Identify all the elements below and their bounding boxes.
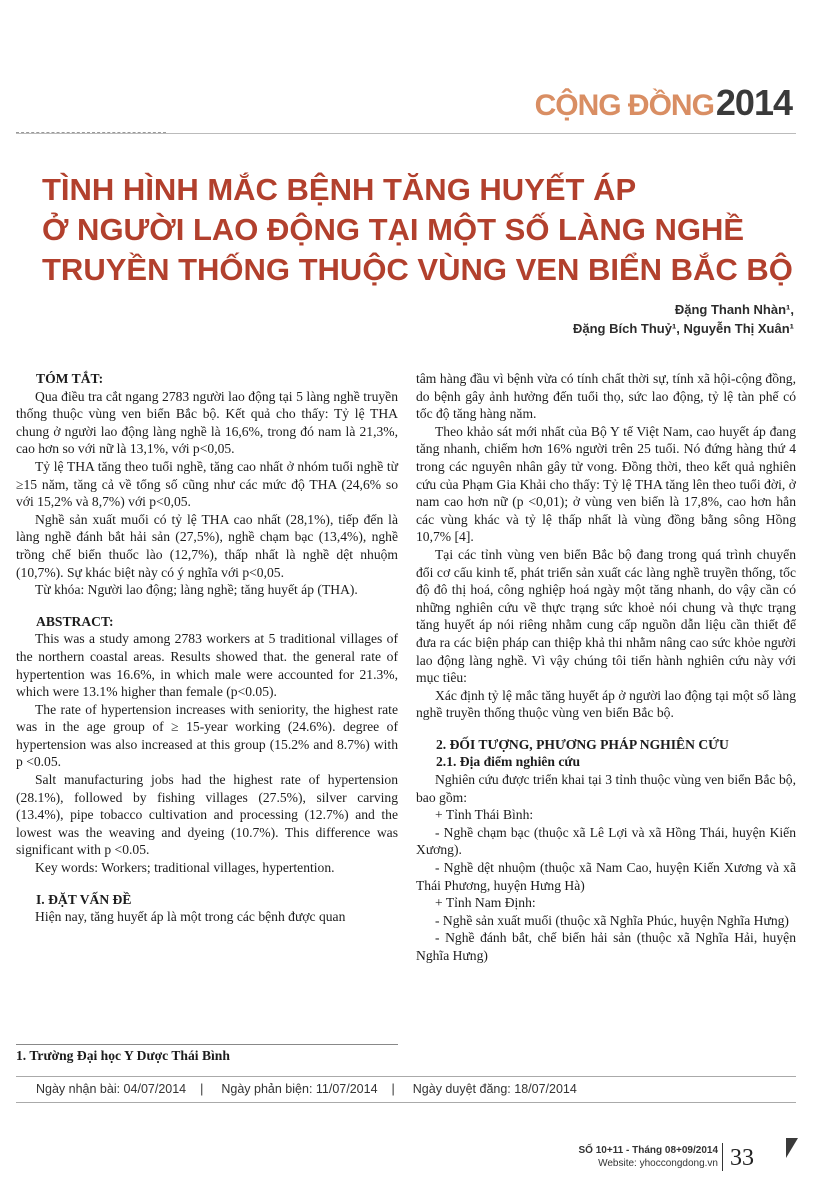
keywords-vi: Từ khóa: Người lao động; làng nghề; tăng huyết áp (THA). <box>35 582 358 598</box>
abstract-para-3: Salt manufacturing jobs had the highest rate of hypertension (28.1%), followed by fishing villages (27.5%), silver carving (13.4%), pipe tobacco cultivation and processing (12.7%) and the lowest was the weaving and dyeing (10.7%). This difference was significant with p <0.05. <box>16 772 398 858</box>
brand-year: 2014 <box>715 82 792 123</box>
dates-separator-1: | <box>200 1082 204 1096</box>
author-line-2: Đặng Bích Thuỷ¹, Nguyễn Thị Xuân¹ <box>573 321 794 336</box>
right-column <box>416 370 796 965</box>
dates-separator-2: | <box>391 1082 395 1096</box>
title-line-2: Ở NGƯỜI LAO ĐỘNG TẠI MỘT SỐ LÀNG NGHỀ <box>42 212 745 247</box>
location-item-2: - Nghề dệt nhuộm (thuộc xã Nam Cao, huyện Kiến Xương và xã Thái Phương, huyện Hưng Hà) <box>416 860 796 893</box>
intro-para-2: Theo khảo sát mới nhất của Bộ Y tế Việt Nam, cao huyết áp đang tăng nhanh, chiếm hơn 16% người trên 25 tuổi. Nó đứng hàng thứ 4 trong các nguyên nhân gây tử vong. Đồng thời, theo kết quả nghiên cứu của Phạm Gia Khải cho thấy: Tỷ lệ THA tăng lên theo tuổi đời, ở nam cao hơn nữ (p <0,01); ở vùng ven biển là 17,8%, cao hơn hẳn các vùng khác và tỷ lệ thấp nhất là vùng đồng bằng sông Hồng 10,7% [4]. <box>416 423 796 545</box>
abstract-heading: ABSTRACT: <box>36 613 114 629</box>
affiliation-footnote: 1. Trường Đại học Y Dược Thái Bình <box>16 1048 230 1063</box>
title-line-1: TÌNH HÌNH MẮC BỆNH TĂNG HUYẾT ÁP <box>42 172 637 207</box>
issue-number: SỐ 10+11 - Tháng 08+09/2014 <box>578 1145 718 1156</box>
brand-word: CỘNG ĐỒNG <box>534 89 714 122</box>
review-date: Ngày phản biện: 11/07/2014 <box>221 1082 378 1096</box>
location-item-1: - Nghề chạm bạc (thuộc xã Lê Lợi và xã Hồng Thái, huyện Kiến Xương). <box>416 824 796 858</box>
footnote-rule <box>16 1044 398 1045</box>
section-1-heading: I. ĐẶT VẤN ĐỀ <box>36 891 132 907</box>
author-line-1: Đặng Thanh Nhàn¹, <box>674 302 794 317</box>
location-province-1: + Tỉnh Thái Bình: <box>435 807 534 823</box>
journal-brand <box>535 82 792 124</box>
summary-heading: TÓM TẮT: <box>36 371 104 386</box>
received-date: Ngày nhận bài: 04/07/2014 <box>36 1082 187 1096</box>
left-column <box>16 370 398 926</box>
location-province-2: + Tỉnh Nam Định: <box>435 895 536 911</box>
summary-para-3: Nghề sản xuất muối có tỷ lệ THA cao nhất (28,1%), tiếp đến là làng nghề đánh bắt hải sản (27,5%), nghề chạm bạc (13,4%), nghề trồng chế biến thuốc lào (12,7%), thấp nhất là nghề dệt nhuộm (10,7%). Sự khác biệt này có ý nghĩa với p<0,05. <box>16 511 398 580</box>
location-item-3: - Nghề sản xuất muối (thuộc xã Nghĩa Phúc, huyện Nghĩa Hưng) <box>435 912 789 928</box>
intro-para-3: Tại các tỉnh vùng ven biển Bắc bộ đang trong quá trình chuyển đổi cơ cấu kinh tế, phát triển sản xuất các làng nghề truyền thống, tốc độ đô thị hoá, công nghiệp hoá ngày một tăng nhanh, do vậy cần có những nghiên cứu về thực trạng sức khoẻ nói chung và thực trạng tăng huyết áp nói riêng nhằm cung cấp nguồn dẫn liệu cần thiết để đưa ra các biện pháp can thiệp khả thi nhằm nâng cao sức khỏe người lao động làng nghề. Vì vậy chúng tôi tiến hành nghiên cứu này với mục tiêu: <box>416 546 796 686</box>
section-2-1-heading: 2.1. Địa điểm nghiên cứu <box>436 754 581 770</box>
dates-rule-top <box>16 1076 796 1077</box>
abstract-para-1: This was a study among 2783 workers at 5 traditional villages of the northern coastal areas. Results showed that. the general rate of hypertention was 16.6%, in which male were accounted for 21.3%, which were 13.1% higher than female (p<0.05). <box>16 631 398 700</box>
issue-info <box>578 1144 718 1170</box>
keywords-en: Key words: Workers; traditional villages, hypertention. <box>35 860 335 876</box>
abstract-para-2: The rate of hypertension increases with seniority, the highest rate was in the age group of ≥ 15-year working (24.6%). degree of hypertension was also increased at this group (15.2% and 8.7%) with p <0.05. <box>16 701 398 770</box>
header-rule <box>16 133 796 134</box>
section-1-para: Hiện nay, tăng huyết áp là một trong các bệnh được quan <box>35 909 346 925</box>
dates-rule-bottom <box>16 1102 796 1103</box>
title-line-3: TRUYỀN THỐNG THUỘC VÙNG VEN BIỂN BẮC BỘ <box>42 252 793 287</box>
summary-para-2: Tỷ lệ THA tăng theo tuổi nghề, tăng cao nhất ở nhóm tuổi nghề từ ≥15 năm, tăng cả về tổng số cũng như các mức độ THA (24,6% so với 15,2% và 8,7%) với p<0,05. <box>16 458 398 510</box>
location-item-4: - Nghề đánh bắt, chế biến hải sản (thuộc xã Nghĩa Hải, huyện Nghĩa Hưng) <box>416 930 796 963</box>
website: Website: yhoccongdong.vn <box>598 1158 718 1169</box>
page-number: 33 <box>730 1145 754 1171</box>
objective-para: Xác định tỷ lệ mắc tăng huyết áp ở người lao động tại một số làng nghề truyền thống thuộc vùng ven biển Bắc bộ. <box>416 687 796 721</box>
section-2-heading: 2. ĐỐI TƯỢNG, PHƯƠNG PHÁP NGHIÊN CỨU <box>436 736 729 752</box>
article-title <box>42 170 802 290</box>
approval-date: Ngày duyệt đăng: 18/07/2014 <box>412 1082 577 1096</box>
dates-bar <box>36 1082 577 1096</box>
author-list <box>573 300 794 338</box>
summary-para-1: Qua điều tra cắt ngang 2783 người lao động tại 5 làng nghề truyền thống thuộc vùng ven biển Bắc bộ. Kết quả cho thấy: Tỷ lệ THA chung ở người lao động làng nghề là 16,6%, trong đó nam là 21,3%, cao hơn so với nữ là 13,1%, với p<0,05. <box>16 388 398 457</box>
location-intro: Nghiên cứu được triển khai tại 3 tỉnh thuộc vùng ven biển Bắc bộ, bao gồm: <box>416 772 796 805</box>
page-number-divider <box>722 1143 723 1171</box>
corner-mark-icon <box>786 1138 798 1158</box>
intro-para-cont: tâm hàng đầu vì bệnh vừa có tính chất thời sự, tính xã hội-cộng đồng, do bệnh gây ảnh hưởng đến tuổi thọ, sức lao động, tỷ lệ tàn phế có tốc độ tăng hàng năm. <box>416 371 796 422</box>
